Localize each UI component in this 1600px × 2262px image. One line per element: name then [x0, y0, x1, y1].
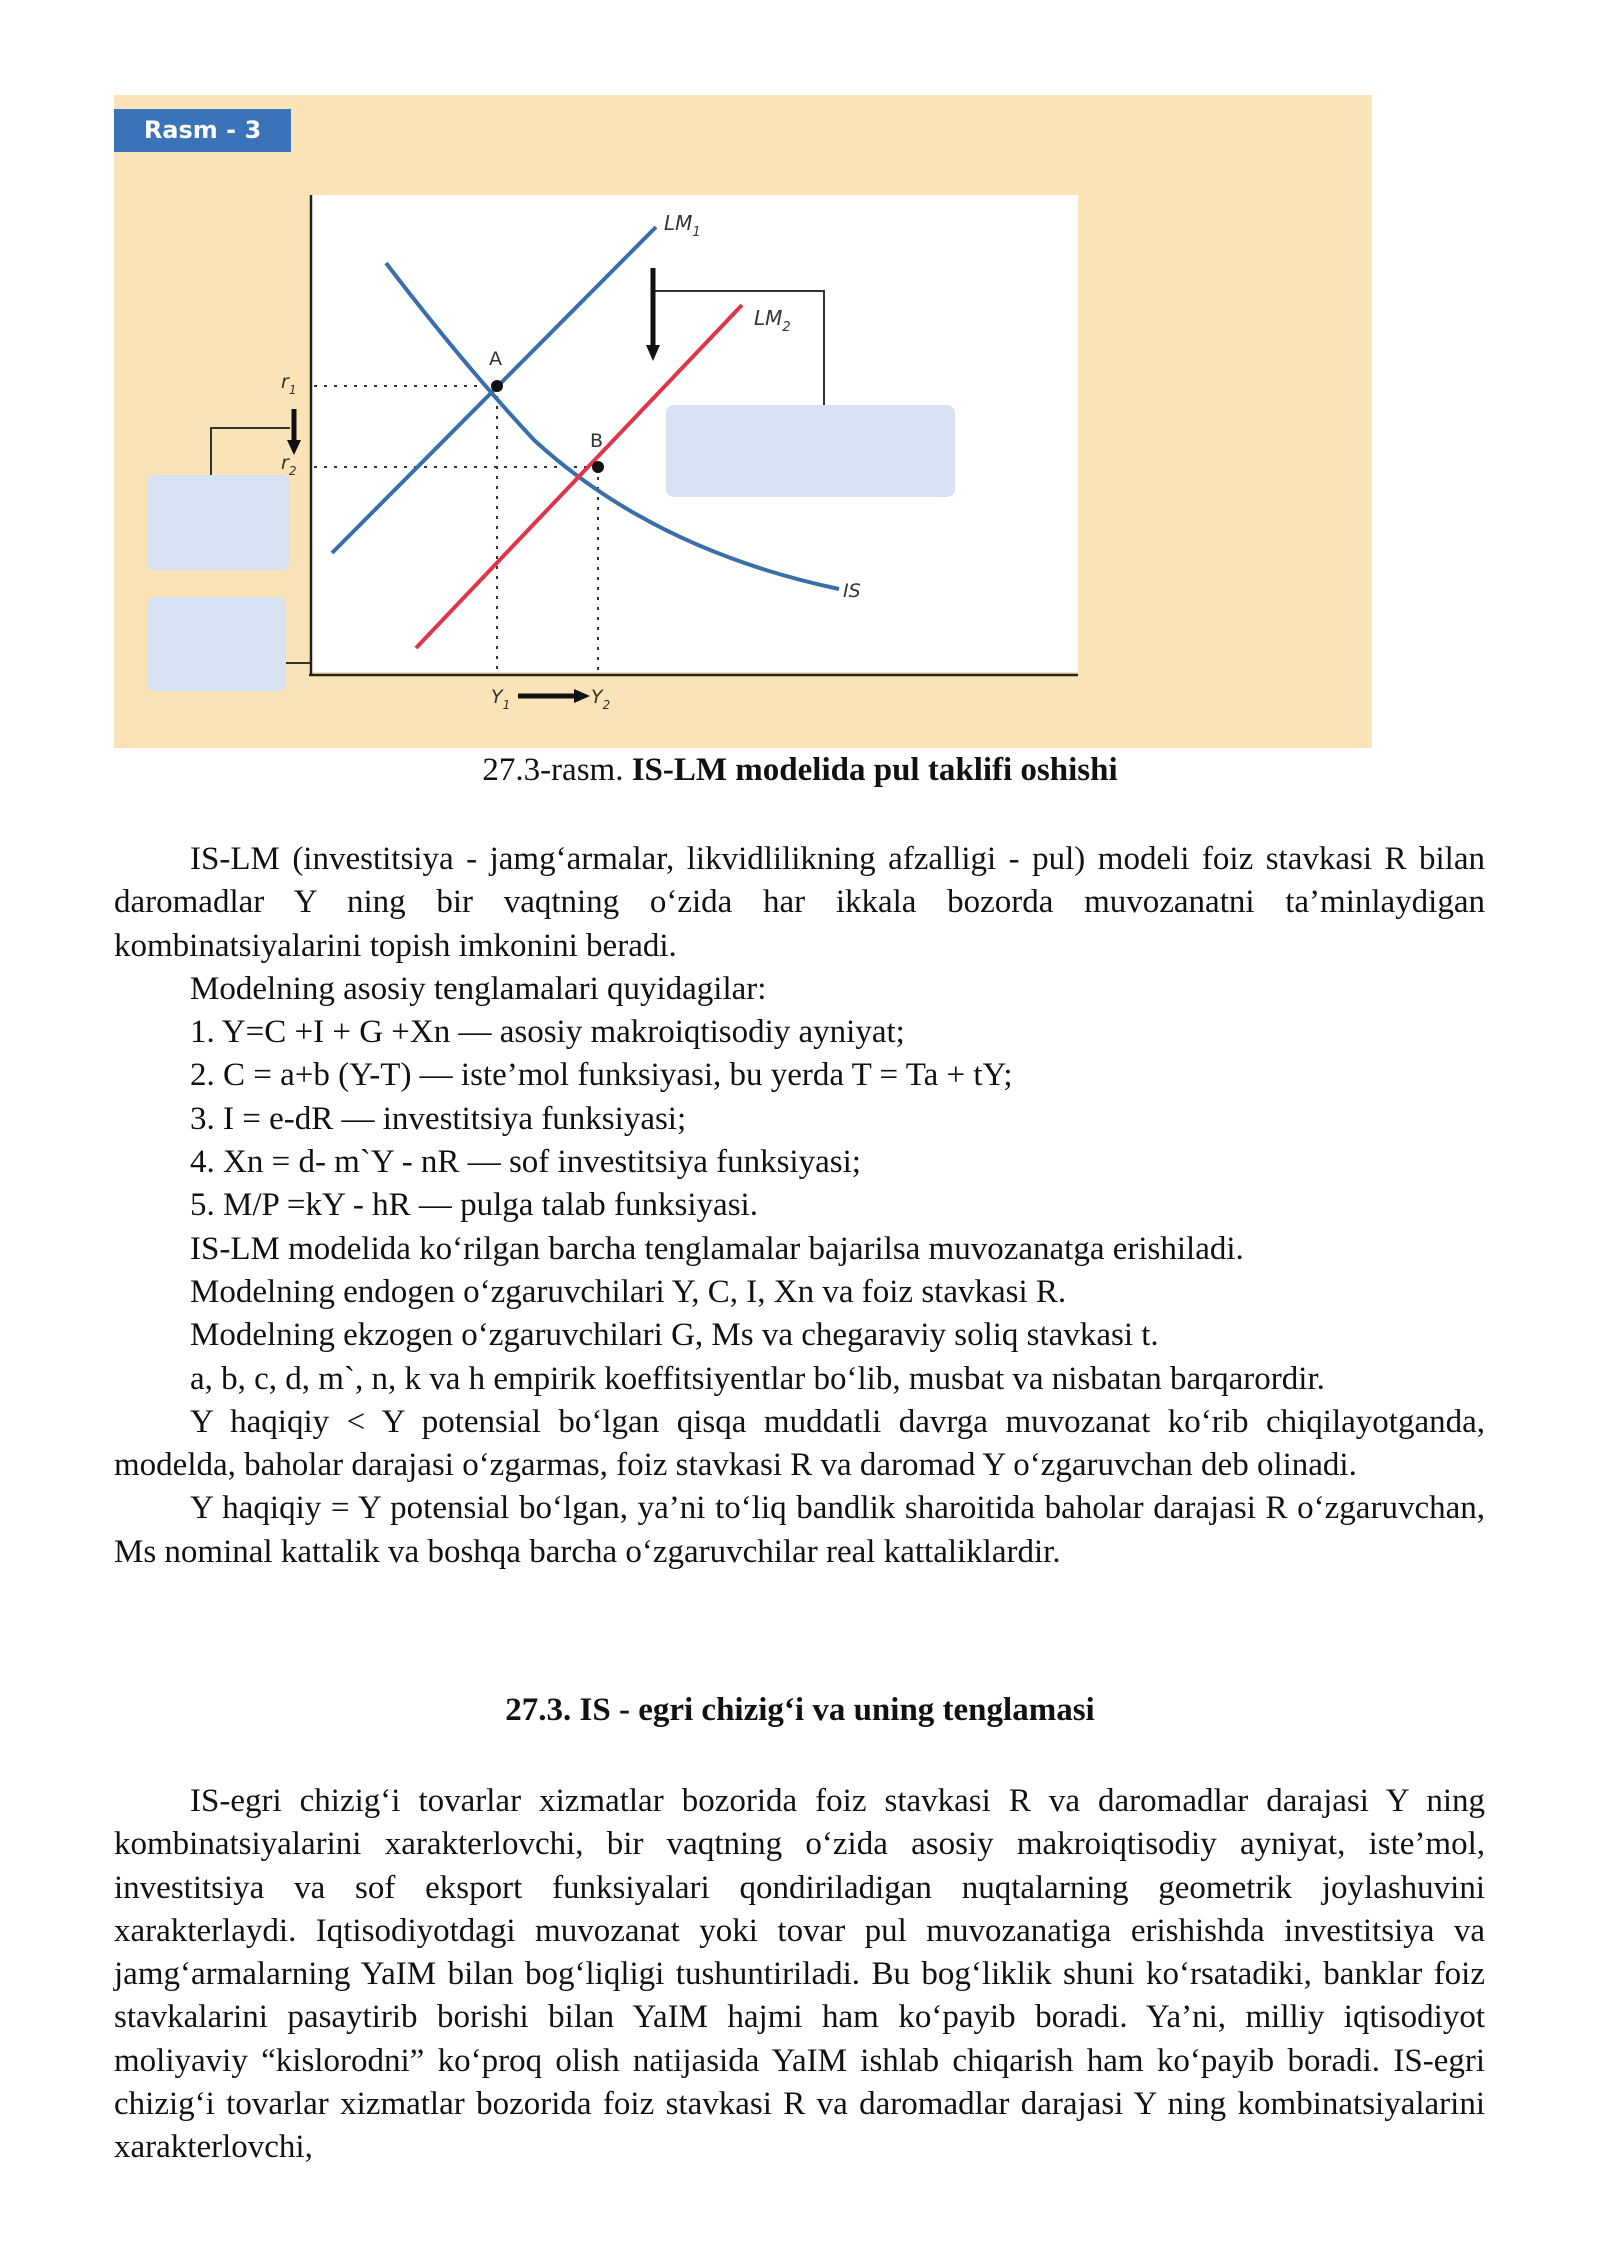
- paragraph: a, b, c, d, m`, n, k va h empirik koeffitsiyentlar bo‘lib, musbat va nisbatan barqarordir.: [190, 1360, 1325, 1397]
- paragraph: Modelning ekzogen o‘zgaruvchilari G, Ms va chegaraviy soliq stavkasi t.: [190, 1317, 1159, 1354]
- figure-caption: [0, 752, 1600, 789]
- figure-badge: Rasm - 3: [114, 109, 291, 152]
- note-box-right: [666, 405, 955, 497]
- point-a-label: A: [489, 348, 502, 370]
- figure: [114, 95, 1372, 748]
- paragraph: Modelning endogen o‘zgaruvchilari Y, C, I, Xn va foiz stavkasi R.: [190, 1273, 1067, 1310]
- paragraph: IS-LM (investitsiya - jamg‘armalar, likvidlilikning afzalligi - pul) modeli foiz stavkasi R bilan daromadlar Y ning bir vaqtning o‘zida har ikkala bozorda muvozanatni ta’minlaydigan kombinatsiyalarini topish imkonini beradi.: [114, 841, 1485, 964]
- paragraph: Y haqiqiy < Y potensial bo‘lgan qisqa muddatli davrga muvozanat ko‘rib chiqilayotganda, modelda, baholar darajasi o‘zgarmas, foiz stavkasi R va daromad Y o‘zgaruvchan deb olinadi.: [114, 1403, 1485, 1484]
- equation-item: 4. Xn = d- m`Y - nR — sof investitsiya funksiyasi;: [190, 1144, 861, 1181]
- y1-label: $Y_1$: [491, 686, 511, 712]
- income-arrowhead: [574, 689, 590, 703]
- caption-prefix: 27.3-rasm.: [482, 752, 632, 788]
- point-b-marker: [592, 461, 604, 473]
- lm1-label: $LM_1$: [664, 211, 701, 240]
- islm-diagram: [114, 95, 1372, 748]
- paragraph: Y haqiqiy = Y potensial bo‘lgan, ya’ni to‘liq bandlik sharoitida baholar darajasi R o‘zgaruvchan, Ms nominal kattalik va boshqa barcha o‘zgaruvchilar real kattaliklardir.: [114, 1490, 1485, 1570]
- paragraph: IS-LM modelida ko‘rilgan barcha tenglamalar bajarilsa muvozanatga erishiladi.: [190, 1230, 1244, 1267]
- body-text-2: [114, 1780, 1485, 2170]
- is-label: IS: [843, 580, 861, 602]
- paragraph: Modelning asosiy tenglamalari quyidagilar:: [190, 970, 767, 1007]
- note-box-left-bottom: [147, 597, 286, 691]
- y2-label: $Y_2$: [591, 686, 611, 712]
- paragraph: IS-egri chizig‘i tovarlar xizmatlar bozorida foiz stavkasi R va daromadlar darajasi Y ning kombinatsiyalarini xarakterlovchi, bir vaqtning o‘zida asosiy makroiqtisodiy ayniyat, iste’mol, investitsiya va sof eksport funksiyalari qondiriladigan nuqtalarning geometrik joylashuvini xarakterlaydi. Iqtisodiyotdagi muvozanat yoki tovar pul muvozanatiga erishishda investitsiya va jamg‘armalarning YaIM bilan bog‘liqligi tushuntiriladi. Bu bog‘liklik shuni ko‘rsatadiki, banklar foiz stavkalarini pasaytirib borishi bilan YaIM hajmi ham ko‘payib boradi. Ya’ni, milliy iqtisodiyot moliyaviy “kislorodni” ko‘proq olish natijasida YaIM ishlab chiqarish ham ko‘payib boradi. IS-egri chizig‘i tovarlar xizmatlar bozorida foiz stavkasi R va daromadlar darajasi Y ning kombinatsiyalarini xarakterlovchi,: [114, 1783, 1485, 2166]
- rate-drop-arrowhead: [287, 440, 301, 455]
- equation-item: 1. Y=C +I + G +Xn — asosiy makroiqtisodiy ayniyat;: [190, 1014, 905, 1051]
- note-box-left-top: [147, 475, 290, 570]
- section-heading: 27.3. IS - egri chizig‘i va uning tenglamasi: [505, 1692, 1095, 1728]
- caption-title: IS-LM modelida pul taklifi oshishi: [631, 752, 1118, 788]
- equation-item: 2. C = a+b (Y-T) — iste’mol funksiyasi, bu yerda T = Ta + tY;: [190, 1057, 1013, 1094]
- equation-item: 3. I = e-dR — investitsiya funksiyasi;: [190, 1100, 687, 1137]
- point-a-marker: [491, 380, 503, 392]
- connector-rate-drop: [211, 428, 290, 475]
- r1-label: $r_1$: [281, 371, 297, 397]
- lm2-label: $LM_2$: [754, 306, 791, 335]
- point-b-label: B: [590, 430, 604, 452]
- r2-label: $r_2$: [281, 452, 297, 478]
- body-text: [114, 838, 1485, 1574]
- equation-item: 5. M/P =kY - hR — pulga talab funksiyasi.: [190, 1187, 758, 1224]
